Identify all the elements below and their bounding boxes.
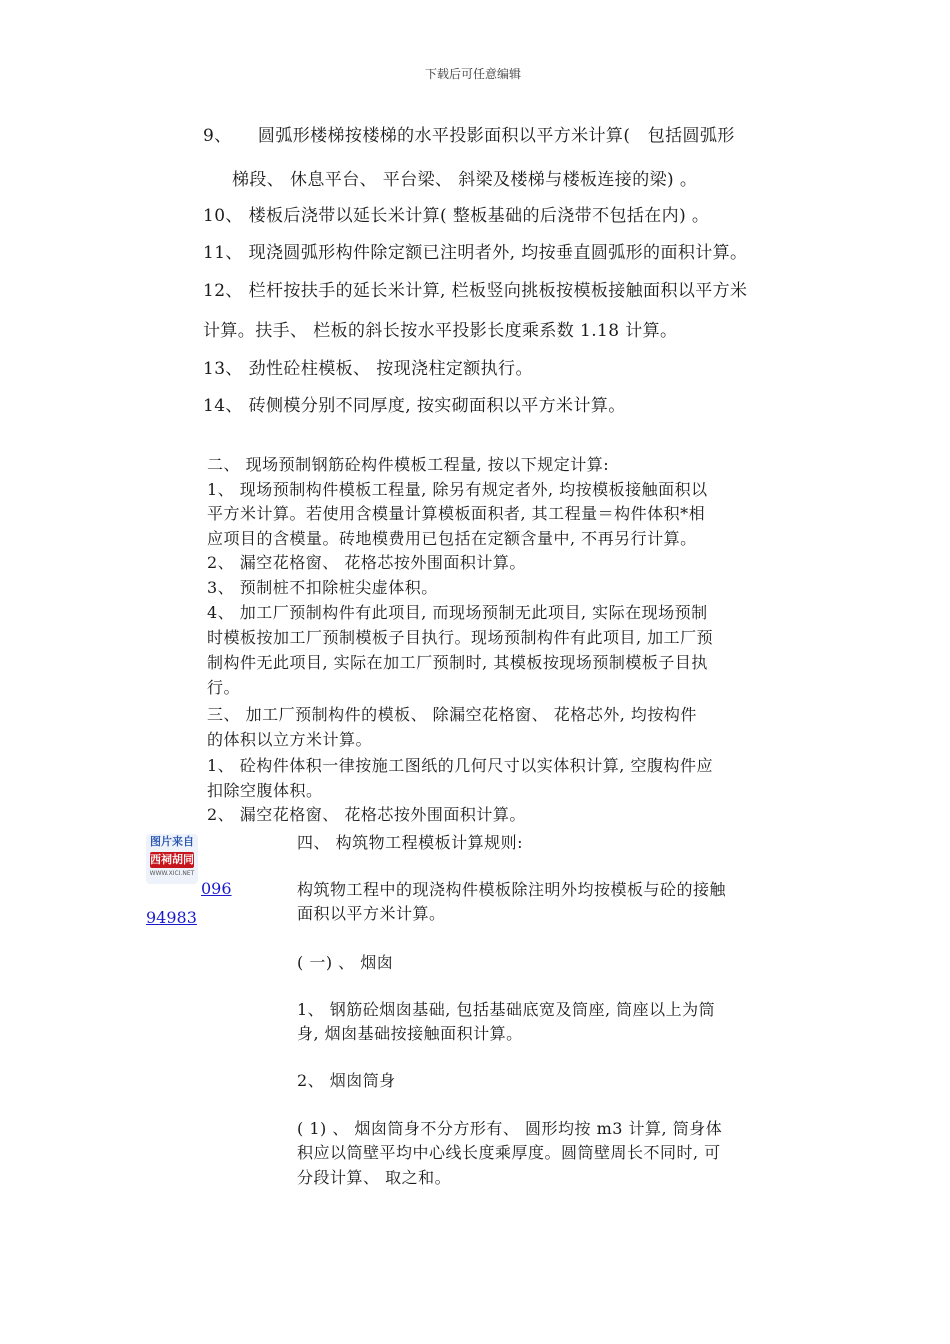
clause-14: 14、 砖侧模分别不同厚度, 按实砌面积以平方米计算。	[203, 396, 626, 416]
clause-11: 11、 现浇圆弧形构件除定额已注明者外, 均按垂直圆弧形的面积计算。	[203, 243, 748, 263]
b-line-1: 1、 现场预制构件模板工程量, 除另有规定者外, 均按模板接触面积以	[207, 480, 708, 499]
b-line-11: 的体积以立方米计算。	[207, 730, 373, 749]
watermark-brand: 西祠胡同	[150, 853, 194, 866]
c-line-7: ( 1) 、 烟囱筒身不分方形有、 圆形均按 m3 计算, 筒身体	[297, 1119, 723, 1138]
clause-9-line-2: 梯段、 休息平台、 平台梁、 斜梁及楼梯与楼板连接的梁) 。	[232, 170, 698, 190]
b-line-13: 扣除空腹体积。	[207, 781, 323, 800]
header-note: 下载后可任意编辑	[425, 67, 522, 81]
b-line-6: 4、 加工厂预制构件有此项目, 而现场预制无此项目, 实际在现场预制	[207, 603, 708, 622]
b-line-12: 1、 砼构件体积一律按施工图纸的几何尺寸以实体积计算, 空腹构件应	[207, 756, 713, 775]
clause-9-line-1: 9、 圆弧形楼梯按楼梯的水平投影面积以平方米计算( 包括圆弧形	[203, 126, 735, 146]
c-line-1: 构筑物工程中的现浇构件模板除注明外均按模板与砼的接触	[297, 880, 727, 899]
clause-10: 10、 楼板后浇带以延长米计算( 整板基础的后浇带不包括在内) 。	[203, 206, 710, 226]
clause-13: 13、 劲性砼柱模板、 按现浇柱定额执行。	[203, 359, 533, 379]
c-line-2: 面积以平方米计算。	[297, 904, 446, 923]
watermark-image	[146, 834, 198, 884]
b-line-9: 行。	[207, 678, 241, 697]
b-line-2: 平方米计算。若使用含模量计算模板面积者, 其工程量＝构件体积*相	[207, 504, 706, 523]
b-line-7: 时模板按加工厂预制模板子目执行。现场预制构件有此项目, 加工厂预	[207, 628, 714, 647]
c-line-6: 2、 烟囱筒身	[297, 1071, 396, 1090]
watermark-url: WWW.XICI.NET	[149, 870, 195, 877]
heading-4: 四、 构筑物工程模板计算规则:	[297, 833, 523, 852]
c-line-5: 身, 烟囱基础按接触面积计算。	[297, 1024, 523, 1043]
image-link-part-2[interactable]: 94983	[146, 908, 197, 927]
image-link-part-1[interactable]: 096	[201, 879, 232, 898]
c-subheading-chimney: ( 一) 、 烟囱	[297, 953, 394, 972]
b-line-8: 制构件无此项目, 实际在加工厂预制时, 其模板按现场预制模板子目执	[207, 653, 708, 672]
c-line-9: 分段计算、 取之和。	[297, 1168, 452, 1187]
clause-12-line-2: 计算。扶手、 栏板的斜长按水平投影长度乘系数 1.18 计算。	[203, 321, 678, 341]
b-line-4: 2、 漏空花格窗、 花格芯按外围面积计算。	[207, 553, 526, 572]
c-line-8: 积应以筒壁平均中心线长度乘厚度。圆筒壁周长不同时, 可	[297, 1143, 721, 1162]
heading-2: 二、 现场预制钢筋砼构件模板工程量, 按以下规定计算:	[207, 455, 610, 474]
b-line-5: 3、 预制桩不扣除桩尖虚体积。	[207, 578, 438, 597]
b-line-3: 应项目的含模量。砖地模费用已包括在定额含量中, 不再另行计算。	[207, 529, 697, 548]
clause-12-line-1: 12、 栏杆按扶手的延长米计算, 栏板竖向挑板按模板接触面积以平方米	[203, 281, 748, 301]
c-line-4: 1、 钢筋砼烟囱基础, 包括基础底宽及筒座, 筒座以上为筒	[297, 1000, 716, 1019]
watermark-caption: 图片来自	[150, 835, 194, 848]
b-line-14: 2、 漏空花格窗、 花格芯按外围面积计算。	[207, 805, 526, 824]
heading-3: 三、 加工厂预制构件的模板、 除漏空花格窗、 花格芯外, 均按构件	[207, 705, 697, 724]
